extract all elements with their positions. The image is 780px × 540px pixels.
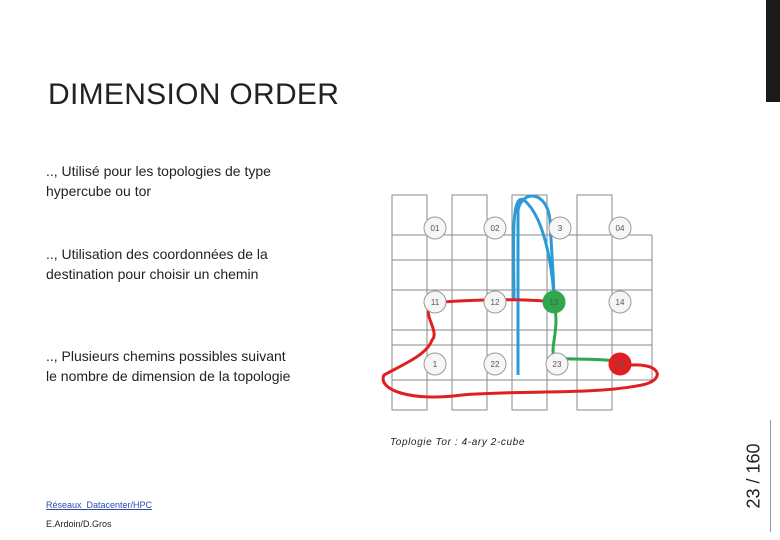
node-label: 3 [557, 224, 563, 233]
node-label: 02 [490, 224, 500, 233]
accent-bar [766, 0, 780, 102]
torus-diagram [372, 190, 672, 420]
bullet-1: .., Utilisé pour les topologies de type hypercube ou tor [46, 163, 271, 199]
node-label: 13 [549, 298, 559, 307]
red-path-row [383, 300, 657, 397]
green-path [553, 302, 620, 362]
footer-authors: E.Ardoin/D.Gros [46, 519, 112, 529]
bullet-3: .., Plusieurs chemins possibles suivant le nombre de dimension de la topologie [46, 348, 291, 384]
page-divider [770, 420, 771, 532]
bullet-2: .., Utilisation des coordonnées de la destination pour choisir un chemin [46, 246, 268, 282]
node-label: 22 [490, 360, 500, 369]
page-number-text: 23 / 160 [743, 443, 764, 509]
node-label: 1 [432, 360, 438, 369]
footer-course-link[interactable]: Réseaux_Datacenter/HPC [46, 500, 153, 510]
node-labels [431, 224, 625, 369]
node-label: 01 [430, 224, 440, 233]
nodes [424, 217, 631, 375]
blue-path [513, 196, 554, 375]
page-number [742, 420, 766, 532]
node-label: 14 [615, 298, 625, 307]
slide-title: DIMENSION ORDER [48, 78, 340, 111]
node-label: 24 [615, 360, 625, 369]
node-label: 04 [615, 224, 625, 233]
node-label: 23 [552, 360, 562, 369]
node-label: 11 [430, 298, 440, 307]
node-label: 12 [490, 298, 500, 307]
figure-caption: Toplogie Tor : 4-ary 2-cube [390, 437, 525, 448]
